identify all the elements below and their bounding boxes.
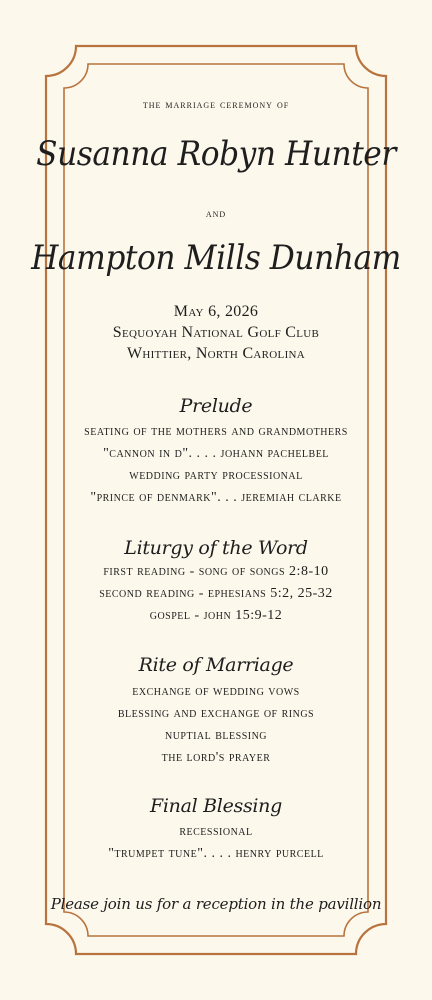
bride-name: Susanna Robyn Hunter bbox=[36, 134, 396, 174]
ceremony-date: May 6, 2026 bbox=[173, 303, 259, 320]
program-item: second reading - ephesians 5:2, 25-32 bbox=[99, 586, 333, 601]
section-heading-final-blessing: Final Blessing bbox=[149, 795, 282, 817]
program-item: blessing and exchange of rings bbox=[117, 706, 315, 721]
ceremony-location: Whittier, North Carolina bbox=[126, 345, 306, 362]
groom-name: Hampton Mills Dunham bbox=[31, 238, 401, 278]
and-connector: and bbox=[205, 206, 227, 220]
ceremony-venue: Sequoyah National Golf Club bbox=[112, 324, 320, 341]
program-item: first reading - song of songs 2:8-10 bbox=[103, 564, 329, 579]
program-item: recessional bbox=[179, 824, 253, 839]
ceremony-intro: the marriage ceremony of bbox=[142, 97, 290, 111]
reception-note: Please join us for a reception in the pavillion bbox=[50, 895, 382, 913]
program-item: nuptial blessing bbox=[164, 728, 268, 743]
program-item: exchange of wedding vows bbox=[132, 684, 300, 699]
program-item: gospel - john 15:9-12 bbox=[149, 608, 283, 623]
program-item: wedding party processional bbox=[129, 468, 303, 483]
program-item: "cannon in d". . . . johann pachelbel bbox=[103, 446, 329, 461]
section-heading-prelude: Prelude bbox=[179, 395, 253, 417]
program-item: seating of the mothers and grandmothers bbox=[84, 424, 348, 439]
section-heading-rite: Rite of Marriage bbox=[138, 654, 294, 676]
program-item: "prince of denmark". . . jeremiah clarke bbox=[90, 490, 342, 505]
program-item: "trumpet tune". . . . henry purcell bbox=[108, 846, 324, 861]
section-heading-liturgy: Liturgy of the Word bbox=[124, 537, 308, 559]
program-item: the lord's prayer bbox=[161, 750, 271, 765]
